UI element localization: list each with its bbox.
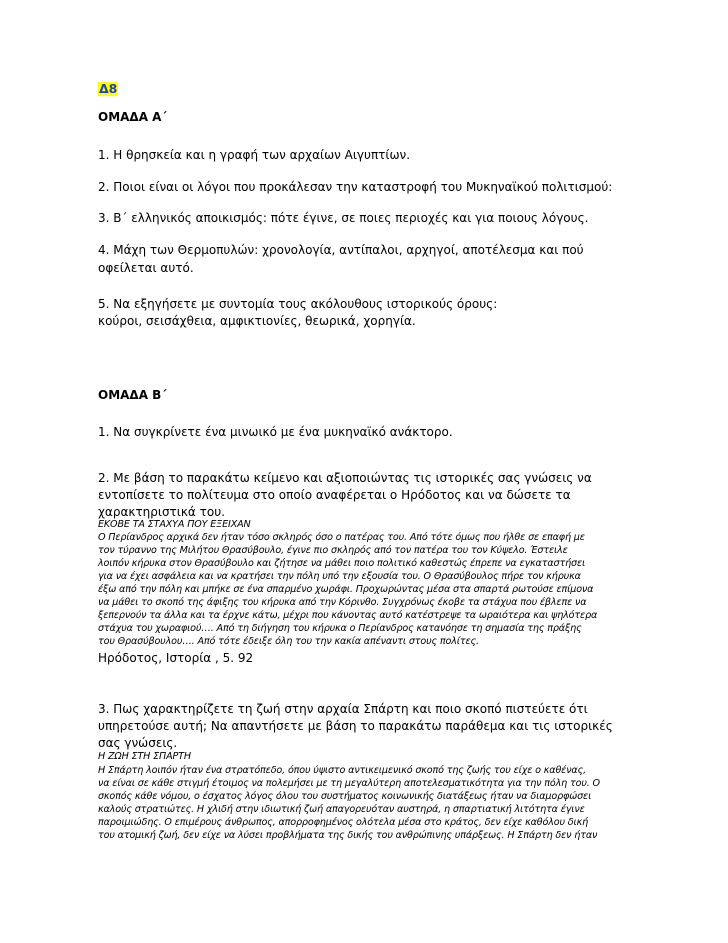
source1-line: για να έχει ασφάλεια και να κρατήσει την πόλη υπό την εξουσία του. Ο Θρασύβουλος πήρε τον κήρυκα [98,571,581,582]
source1-title: ΕΚΟΒΕ ΤΑ ΣΤΑΧΥΑ ΠΟΥ ΕΞΕΙΧΑΝ [98,519,251,530]
source1-line: στάχυα του χωραφιού…. Από τη διήγηση του κήρυκα ο Περίανδρος κατανόησε τη σημασία της πράξης [98,623,582,634]
source2-line: Η Σπάρτη λοιπόν ήταν ένα στρατόπεδο, όπου ύψιστο αντικειμενικό σκοπό της ζωής του είχε ο καθένας, [98,765,586,776]
source1-line: ξεπερνούν τα άλλα και τα έρχνε κάτω, μέχρι που κάνοντας αυτό κατέστρεψε τα ωραιότερα και ψηλότερα [98,610,598,621]
source1-line: λοιπόν κήρυκα στον Θρασύβουλο και ζήτησε να μάθει ποιο πολιτικό καθεστώς έπρεπε να εγκαταστήσει [98,558,586,569]
source2-line: να είναι σε κάθε στιγμή έτοιμος να πολεμήσει με τη μεγαλύτερη αποτελεσματικότητα για την πόλη του. Ο [98,778,600,789]
source1-text [98,531,633,648]
question-a4-line2: οφείλεται αυτό. [98,261,194,275]
question-a1: 1. Η θρησκεία και η γραφή των αρχαίων Αιγυπτίων. [98,148,411,162]
question-a2: 2. Ποιοι είναι οι λόγοι που προκάλεσαν την καταστροφή του Μυκηναϊκού πολιτισμού: [98,180,613,194]
question-b3-line2: υπηρετούσε αυτή; Να απαντήσετε με βάση το παρακάτω παράθεμα και τις ιστορικές [98,719,613,733]
group-b-title: ΟΜΑΔΑ Β΄ [98,388,167,402]
group-a-title: ΟΜΑΔΑ Α΄ [98,110,167,124]
source2-line: σκοπός κάθε νόμου, ο έσχατος λόγος όλου του συστήματος κοινωνικής διατάξεως ήταν να διαμορφώσει [98,791,592,802]
source2-title: Η ΖΩΗ ΣΤΗ ΣΠΑΡΤΗ [98,751,191,762]
source2-line: του ατομική ζωή, δεν είχε να λύσει προβλήματα της δικής του ανθρώπινης υπάρξεως. Η Σπάρτη δεν ήταν [98,830,598,841]
question-a4-line1: 4. Μάχη των Θερμοπυλών: χρονολογία, αντίπαλοι, αρχηγοί, αποτέλεσμα και πού [98,243,584,257]
question-a5-line1: 5. Να εξηγήσετε με συντομία τους ακόλουθους ιστορικούς όρους: [98,297,498,311]
source1-line: Ο Περίανδρος αρχικά δεν ήταν τόσο σκληρός όσο ο πατέρας του. Από τότε όμως που ήλθε σε επαφή με [98,532,585,543]
question-b3-line1: 3. Πως χαρακτηρίζετε τη ζωή στην αρχαία Σπάρτη και ποιο σκοπό πιστεύετε ότι [98,702,588,716]
source1-line: να μάθει το σκοπό της άφιξης του κήρυκα από την Κόρινθο. Συγχρόνως έκοβε τα στάχυα που έβλεπε να [98,597,587,608]
source2-text [98,764,633,842]
question-a5-line2: κούροι, σεισάχθεια, αμφικτιονίες, θεωρικά, χορηγία. [98,314,416,328]
document-code: Δ8 [99,81,118,96]
question-b1: 1. Να συγκρίνετε ένα μινωικό με ένα μυκηναϊκό ανάκτορο. [98,425,453,439]
question-b2-line3: χαρακτηριστικά του. [98,505,225,519]
question-a3: 3. Β΄ ελληνικός αποικισμός: πότε έγινε, σε ποιες περιοχές και για ποιους λόγους. [98,211,589,225]
question-b3-line3: σας γνώσεις. [98,736,178,750]
source2-line: παροιμιώδης. Ο επιμέρους άνθρωπος, απορροφημένος ολότελα μέσα στο κράτος, δεν είχε καθόλου δική [98,817,589,828]
source1-citation: Ηρόδοτος, Ιστορία , 5. 92 [98,651,254,665]
question-b2-line1: 2. Με βάση το παρακάτω κείμενο και αξιοποιώντας τις ιστορικές σας γνώσεις να [98,471,592,485]
source1-line: τον τύραννο της Μιλήτου Θρασύβουλο, έγινε πιο σκληρός από τον πατέρα του τον Κύψελο. Έστειλε [98,545,568,556]
source1-line: έξω από την πόλη και μπήκε σε ένα σπαρμένο χωράφι. Προχωρώντας μέσα στα σπαρτά ρωτούσε επίμονα [98,584,594,595]
source1-line: του Θρασύβουλου…. Από τότε έδειξε όλη του την κακία απέναντι στους πολίτες. [98,636,479,647]
question-b2-line2: εντοπίσετε το πολίτευμα στο οποίο αναφέρεται ο Ηρόδοτος και να δώσετε τα [98,488,571,502]
source2-line: καλούς στρατιώτες. Η χλιδή στην ιδιωτική ζωή απαγορευόταν αυστηρά, η σπαρτιατική λιτότητα έγινε [98,804,585,815]
